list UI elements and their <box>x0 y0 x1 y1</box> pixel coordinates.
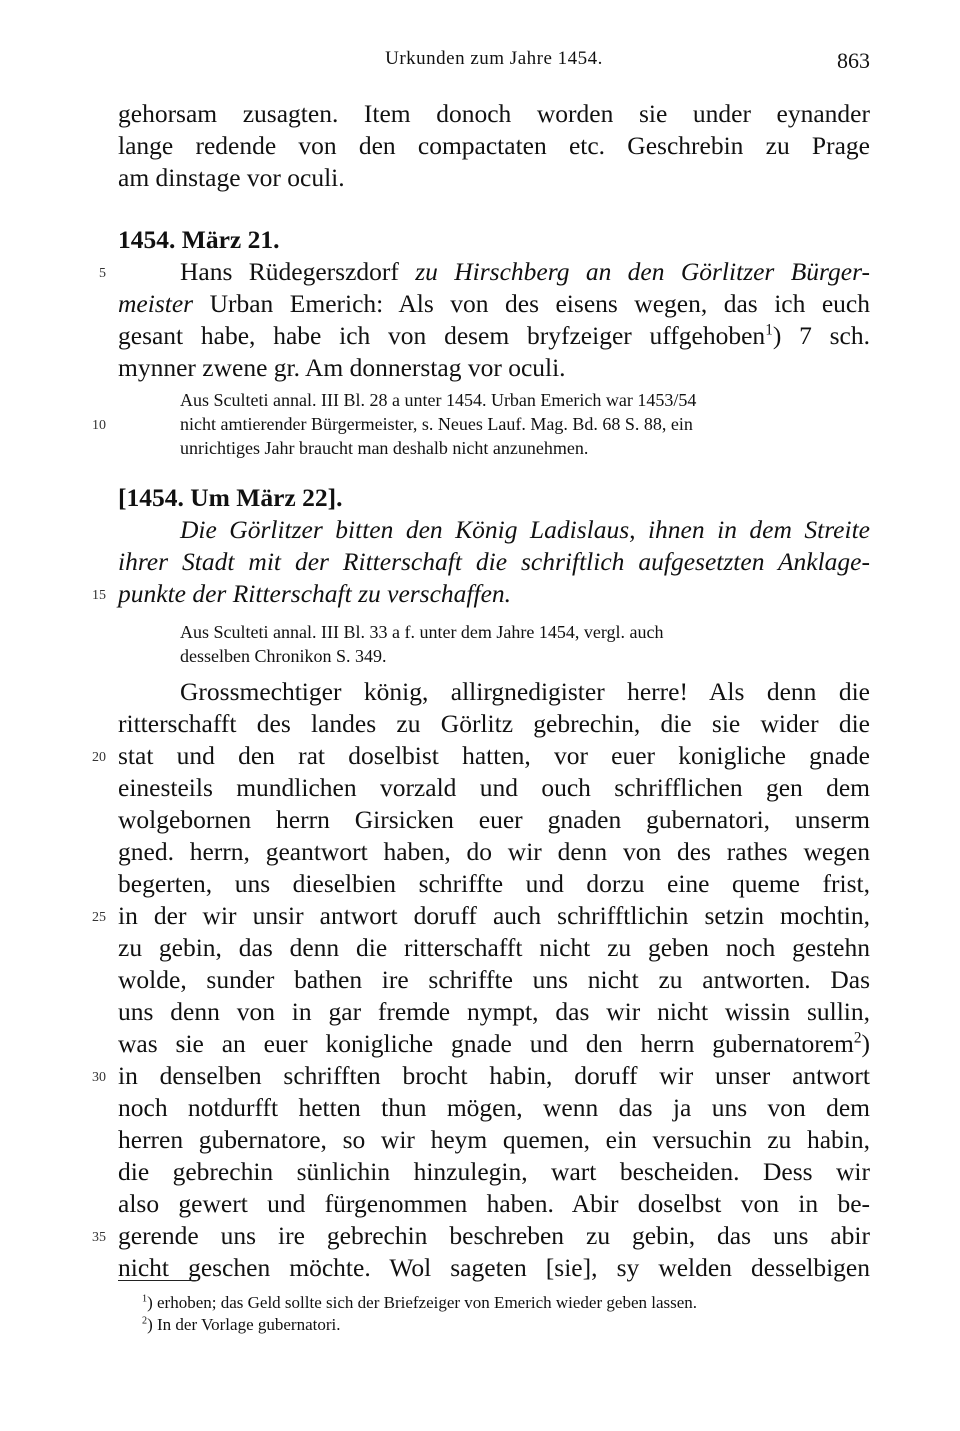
body-line <box>118 1028 870 1060</box>
doc1-source-line: unrichtiges Jahr braucht man deshalb nicht anzunehmen. <box>180 438 589 458</box>
body-line: wolde, sunder bathen ire schriffte uns nicht zu antworten. Das <box>118 965 870 994</box>
line-number: 30 <box>92 1070 106 1085</box>
body-line: einesteils mundlichen vorzald und ouch schrifflichen gen dem <box>118 773 870 802</box>
body-line: begerten, uns dieselbien schriffte und dorzu eine queme frist, <box>118 869 870 898</box>
intro-line: am dinstage vor oculi. <box>118 163 345 192</box>
doc1-text-line: mynner zwene gr. Am donnerstag vor oculi. <box>118 353 566 382</box>
body-line: uns denn von in gar fremde nympt, das wir nicht wissin sullin, <box>118 997 870 1026</box>
doc2-summary-line: ihrer Stadt mit der Ritterschaft die schriftlich aufgesetzten Anklage- <box>118 547 870 576</box>
body-line: Grossmechtiger könig, allirgnedigister herre! Als denn die <box>180 677 870 706</box>
doc1-text: ) 7 sch. <box>772 321 871 350</box>
doc1-source-line: Aus Sculteti annal. III Bl. 28 a unter 1454. Urban Emerich war 1453/54 <box>180 390 697 410</box>
footnote-text: ) erhoben; das Geld sollte sich der Briefzeiger von Emerich wieder geben lassen. <box>147 1293 698 1312</box>
line-number: 5 <box>99 266 106 281</box>
body-line: herren gubernatore, so wir heym quemen, ein versuchin zu habin, <box>118 1125 870 1154</box>
footnote-mark: 1 <box>142 1293 148 1305</box>
footnote <box>142 1314 882 1336</box>
doc1-date: 1454. März 21. <box>118 225 280 254</box>
footnote-ref: 1 <box>765 321 773 339</box>
doc1-summary-line <box>180 256 870 288</box>
body-line: also gewert und fürgenommen haben. Abir doselbst von in be- <box>118 1189 870 1218</box>
line-number: 20 <box>92 750 106 765</box>
body-line: noch notdurfft hetten thun mögen, wenn das ja uns von dem <box>118 1093 870 1122</box>
footnote-ref: 2 <box>853 1029 862 1047</box>
footnote-text: ) In der Vorlage gubernatori. <box>147 1315 341 1334</box>
footnote-mark: 2 <box>142 1315 148 1327</box>
doc1-summary-line <box>118 288 870 320</box>
doc2-source-line: desselben Chronikon S. 349. <box>180 646 387 666</box>
body-line: in denselben schrifften brocht habin, doruff wir unser antwort <box>118 1061 870 1090</box>
doc1-source-line: nicht amtierender Bürgermeister, s. Neues Lauf. Mag. Bd. 68 S. 88, ein <box>180 414 693 434</box>
body-line: stat und den rat doselbist hatten, vor euer konigliche gnade <box>118 741 870 770</box>
page-header <box>118 48 870 78</box>
line-number: 35 <box>92 1230 106 1245</box>
doc1-summary-italic: zu Hirschberg an den Görlitzer Bürger- <box>415 257 870 286</box>
line-number: 25 <box>92 910 106 925</box>
body-line: nicht geschen möchte. Wol sageten [sie], sy welden desselbigen <box>118 1253 870 1282</box>
running-title: Urkunden zum Jahre 1454. <box>385 48 603 69</box>
body-line: gned. herrn, geantwort haben, do wir denn von des rathes wegen <box>118 837 870 866</box>
line-number: 15 <box>92 588 106 603</box>
page-number: 863 <box>837 48 870 73</box>
body-line: ritterschafft des landes zu Görlitz gebrechin, die sie wider die <box>118 709 870 738</box>
body-line: wolgebornen herrn Girsicken euer gnaden gubernatori, unserm <box>118 805 870 834</box>
doc2-summary-line: punkte der Ritterschaft zu verschaffen. <box>118 579 512 608</box>
doc2-source-line: Aus Sculteti annal. III Bl. 33 a f. unter dem Jahre 1454, vergl. auch <box>180 622 664 642</box>
doc1-summary-italic: meister <box>118 289 194 318</box>
doc2-summary-line: Die Görlitzer bitten den König Ladislaus, ihnen in dem Streite <box>180 515 870 544</box>
doc1-summary-text: Hans Rüdegerszdorf <box>180 257 416 286</box>
body-line: in der wir unsir antwort doruff auch schrifftlichin setzin mochtin, <box>118 901 870 930</box>
footnote-rule <box>118 1280 196 1281</box>
doc2-date: [1454. Um März 22]. <box>118 483 343 512</box>
body-text: was sie an euer konigliche gnade und den herrn gubernatorem <box>118 1029 854 1058</box>
doc1-text: gesant habe, habe ich von desem bryfzeiger uffgehoben <box>118 321 766 350</box>
doc1-summary-text: Urban Emerich: Als von des eisens wegen, das ich euch <box>193 289 870 318</box>
body-text: ) <box>861 1029 870 1058</box>
intro-line: lange redende von den compactaten etc. Geschrebin zu Prage <box>118 131 870 160</box>
body-line: die gebrechin sünlichin hinzulegin, wart bescheiden. Dess wir <box>118 1157 870 1186</box>
doc1-text-line <box>118 320 870 352</box>
body-line: zu gebin, das denn die ritterschafft nicht zu geben noch gestehn <box>118 933 870 962</box>
intro-line: gehorsam zusagten. Item donoch worden sie under eynander <box>118 99 870 128</box>
line-number: 10 <box>92 418 106 433</box>
body-line: gerende uns ire gebrechin beschreben zu gebin, das uns abir <box>118 1221 870 1250</box>
footnote <box>142 1292 882 1314</box>
